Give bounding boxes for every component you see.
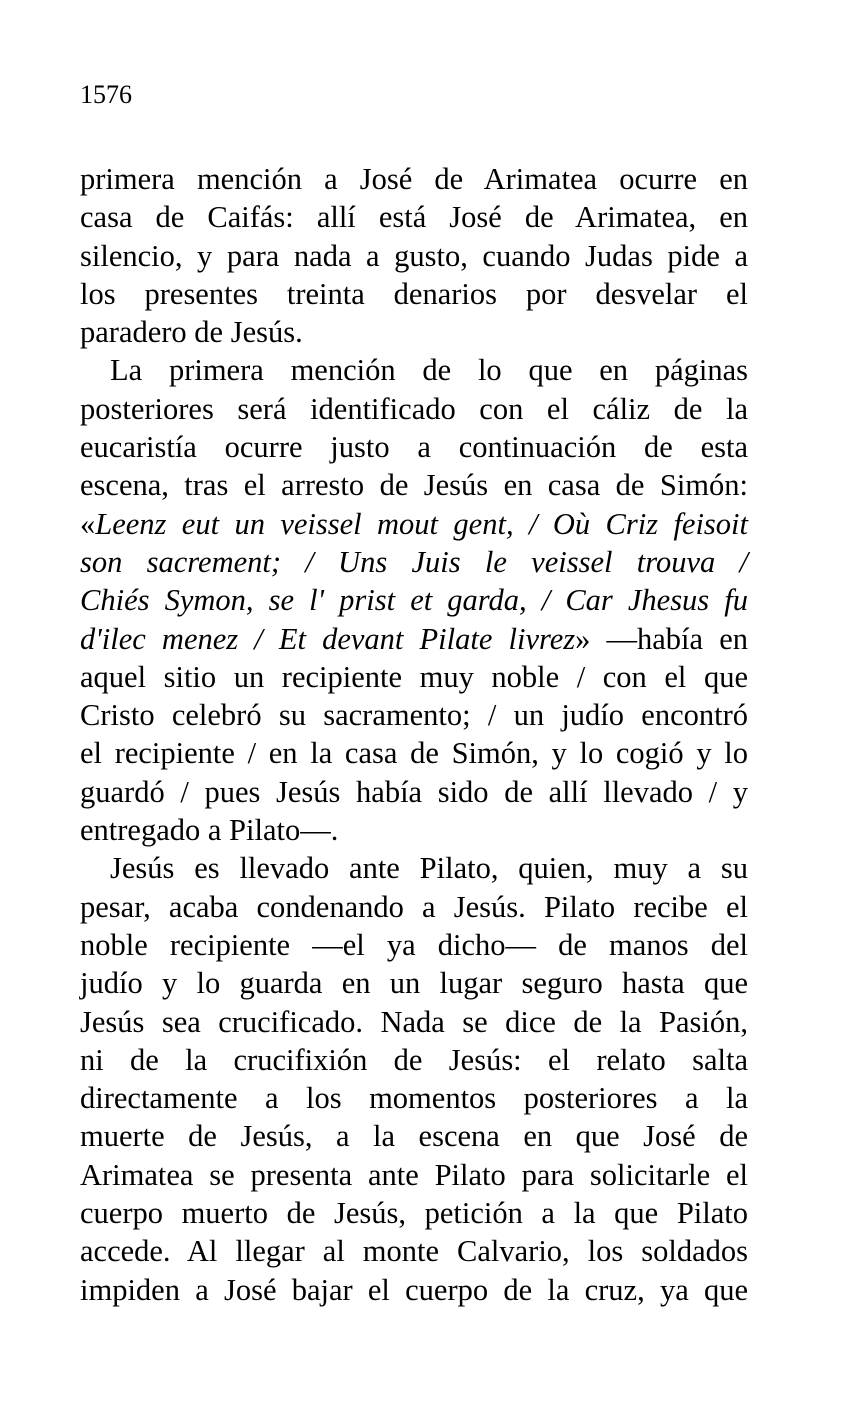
paragraph-2 <box>80 351 748 849</box>
text-line: posteriores será identificado con el cáliz de la <box>80 391 748 426</box>
text-line: escena, tras el arresto de Jesús en casa de Simón: <box>80 468 748 503</box>
text-line: cuerpo muerto de Jesús, petición a la que Pilato <box>80 1196 748 1231</box>
text-line: judío y lo guarda en un lugar seguro hasta que <box>80 966 748 1001</box>
text-line: guardó / pues Jesús había sido de allí llevado / y <box>80 774 748 809</box>
old-french-quote: Leenz eut un veissel mout gent, / Où Criz feisoit <box>95 506 748 541</box>
old-french-quote: son sacrement; / Uns Juis le veissel trouva / <box>80 544 748 579</box>
text-line: ni de la crucifixión de Jesús: el relato salta <box>80 1042 748 1077</box>
text-line: el recipiente / en la casa de Simón, y lo cogió y lo <box>80 736 748 771</box>
text-line: silencio, y para nada a gusto, cuando Judas pide a <box>80 238 748 273</box>
text-line: pesar, acaba condenando a Jesús. Pilato recibe el <box>80 889 748 924</box>
text-line: Cristo celebró su sacramento; / un judío encontró <box>80 698 748 733</box>
paragraph-3 <box>80 849 748 1309</box>
text-line: accede. Al llegar al monte Calvario, los soldados <box>80 1234 748 1269</box>
text-line: eucaristía ocurre justo a continuación de esta <box>80 430 748 465</box>
text-line: paradero de Jesús. <box>80 315 303 350</box>
text-line: La primera mención de lo que en páginas <box>110 353 748 388</box>
old-french-quote: Chiés Symon, se l' prist et garda, / Car Jhesus fu <box>80 583 748 618</box>
quote-line <box>80 581 748 619</box>
quote-line: d'ilec menez / Et devant Pilate livrez» —había en <box>80 621 748 656</box>
text-line: noble recipiente —el ya dicho— de manos del <box>80 927 748 962</box>
text-line: casa de Caifás: allí está José de Arimatea, en <box>80 200 748 235</box>
text-line: Jesús sea crucificado. Nada se dice de la Pasión, <box>80 1004 748 1039</box>
quote-line: «Leenz eut un veissel mout gent, / Où Criz feisoit <box>80 506 748 541</box>
text-line: muerte de Jesús, a la escena en que José de <box>80 1119 748 1154</box>
text-line: Jesús es llevado ante Pilato, quien, muy a su <box>110 851 748 886</box>
text-line: los presentes treinta denarios por desvelar el <box>80 276 748 311</box>
old-french-quote: d'ilec menez / Et devant Pilate livrez <box>80 621 576 656</box>
body-text <box>80 160 748 1309</box>
text-line: Arimatea se presenta ante Pilato para solicitarle el <box>80 1157 748 1192</box>
text-line: primera mención a José de Arimatea ocurre en <box>80 162 748 196</box>
quote-line <box>80 543 748 581</box>
text-line: directamente a los momentos posteriores a la <box>80 1081 748 1116</box>
text-line: entregado a Pilato—. <box>80 813 339 848</box>
page-number: 1576 <box>80 80 132 109</box>
text-line: aquel sitio un recipiente muy noble / con el que <box>80 659 748 694</box>
paragraph-1 <box>80 160 748 351</box>
text-line: impiden a José bajar el cuerpo de la cruz, ya que <box>80 1272 748 1307</box>
